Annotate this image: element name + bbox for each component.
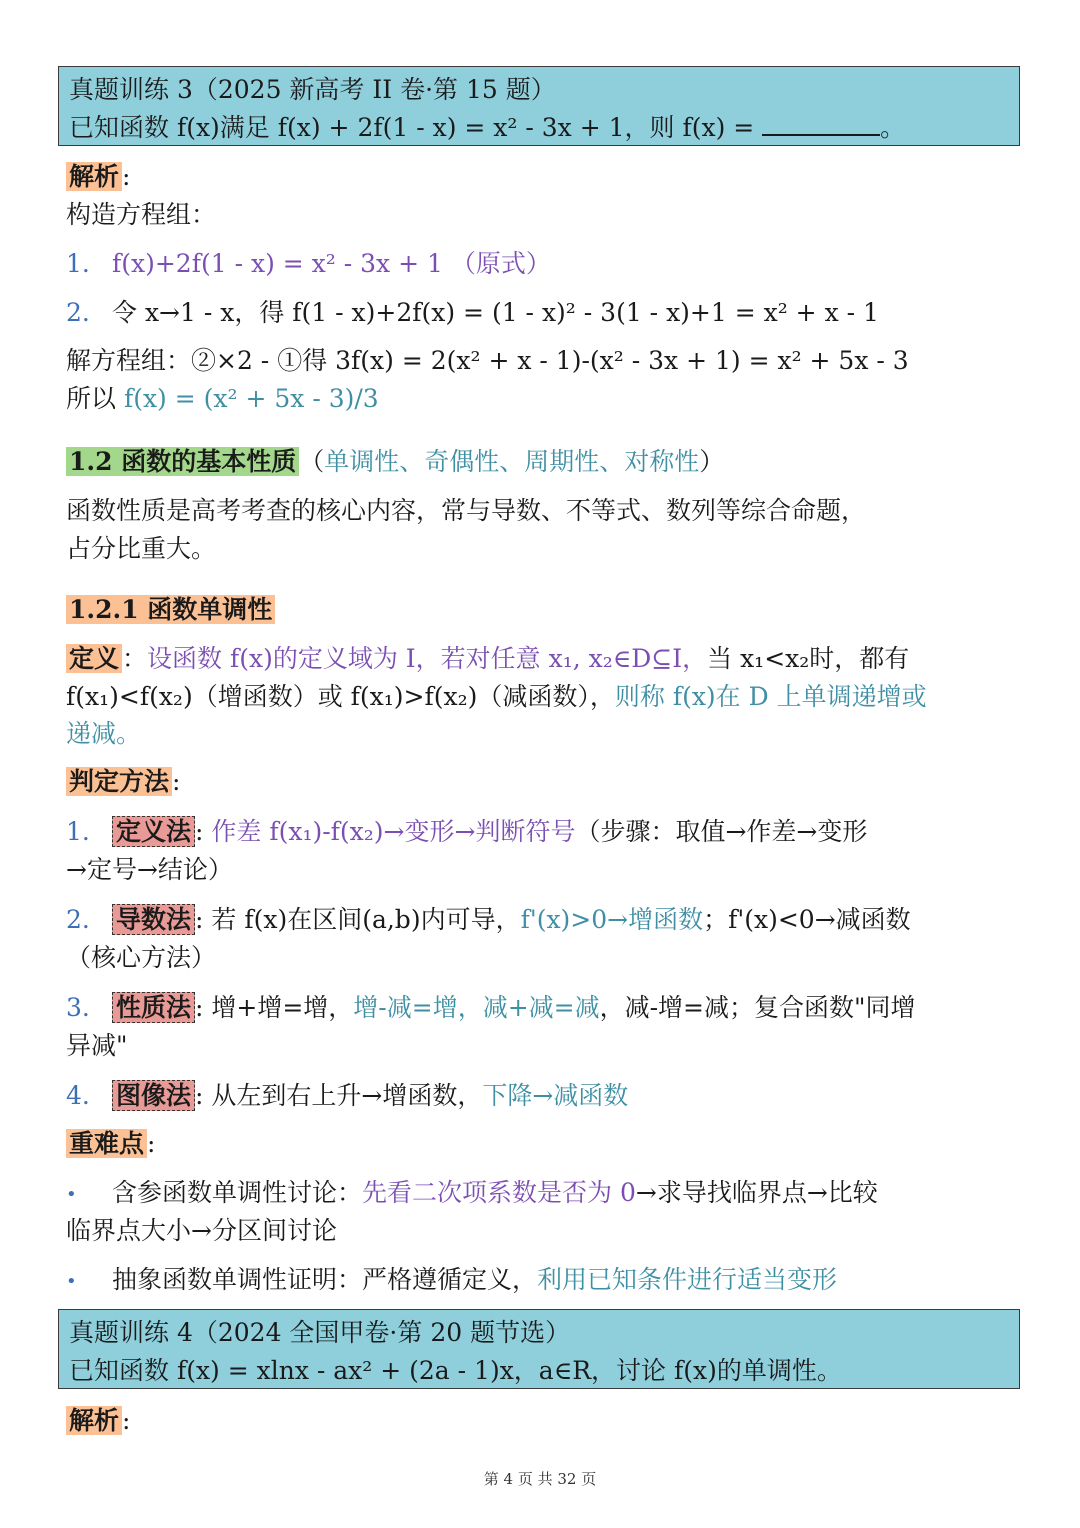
method-1-cont: →定号→结论） [66, 855, 233, 884]
bullet-icon: • [66, 1184, 77, 1205]
section-1-2-heading: 1.2 函数的基本性质 （单调性、奇偶性、周期性、对称性） [66, 443, 724, 480]
problem-4-question: 已知函数 f(x) = xlnx - ax² + (2a - 1)x，a∈R，讨论 f(x)的单调性。 [69, 1356, 842, 1385]
analysis-2-heading: 解析 : [66, 1402, 130, 1439]
key-points-heading: 重难点 : [66, 1125, 155, 1162]
problem-4-title: 真题训练 4（2024 全国甲卷·第 20 题节选） [69, 1318, 571, 1347]
definition-line-3: 递减。 [66, 719, 142, 748]
key-point-1: • 含参函数单调性讨论：先看二次项系数是否为 0→求导找临界点→比较 [66, 1174, 878, 1213]
definition-line-1: 定义 ：设函数 f(x)的定义域为 I，若对任意 x₁, x₂∈D⊆I，当 x₁<x₂时，都有 [66, 640, 909, 677]
page-footer: 第 4 页 共 32 页 [483, 1470, 597, 1488]
method-2-cont: （核心方法） [66, 943, 217, 972]
analysis-result: 所以 f(x) = (x² + 5x - 3)/3 [66, 384, 379, 413]
analysis-item-2: 2. 令 x→1 - x，得 f(1 - x)+2f(x) = (1 - x)² - 3(1 - x)+1 = x² + x - 1 [66, 298, 879, 327]
section-1-2-desc-2: 占分比重大。 [66, 534, 217, 563]
analysis-heading: 解析 : [66, 158, 130, 195]
method-4: 4. 图像法 : 从左到右上升→增函数，下降→减函数 [66, 1081, 629, 1110]
method-3: 3. 性质法 : 增+增=增，增-减=增，减+减=减，减-增=减；复合函数"同增 [66, 993, 916, 1022]
answer-blank [762, 110, 880, 136]
definition-line-2: f(x₁)<f(x₂)（增函数）或 f(x₁)>f(x₂)（减函数），则称 f(x)在 D 上单调递增或 [66, 682, 927, 711]
analysis-intro: 构造方程组： [66, 200, 217, 229]
problem-3-question: 已知函数 f(x)满足 f(x) + 2f(1 - x) = x² - 3x + 1，则 f(x) = 。 [69, 109, 1009, 147]
section-1-2-desc-1: 函数性质是高考考查的核心内容，常与导数、不等式、数列等综合命题， [66, 496, 867, 525]
analysis-item-1: 1. f(x)+2f(1 - x) = x² - 3x + 1 （原式） [66, 249, 551, 278]
method-heading: 判定方法 : [66, 763, 180, 800]
method-2: 2. 导数法 : 若 f(x)在区间(a,b)内可导，f'(x)>0→增函数；f'(x)<0→减函数 [66, 905, 911, 934]
problem-3-box [58, 66, 1020, 146]
analysis-solve: 解方程组：②×2 - ①得 3f(x) = 2(x² + x - 1)-(x² - 3x + 1) = x² + 5x - 3 [66, 346, 909, 375]
section-1-2-1-heading: 1.2.1 函数单调性 [66, 591, 275, 628]
method-1: 1. 定义法 : 作差 f(x₁)-f(x₂)→变形→判断符号（步骤：取值→作差→变形 [66, 817, 868, 846]
key-point-2: • 抽象函数单调性证明：严格遵循定义，利用已知条件进行适当变形 [66, 1261, 837, 1300]
bullet-icon: • [66, 1271, 77, 1292]
key-point-1-cont: 临界点大小→分区间讨论 [66, 1216, 337, 1245]
problem-4-box [58, 1309, 1020, 1389]
method-3-cont: 异减" [66, 1031, 128, 1060]
problem-3-title: 真题训练 3（2025 新高考 II 卷·第 15 题） [69, 75, 556, 104]
